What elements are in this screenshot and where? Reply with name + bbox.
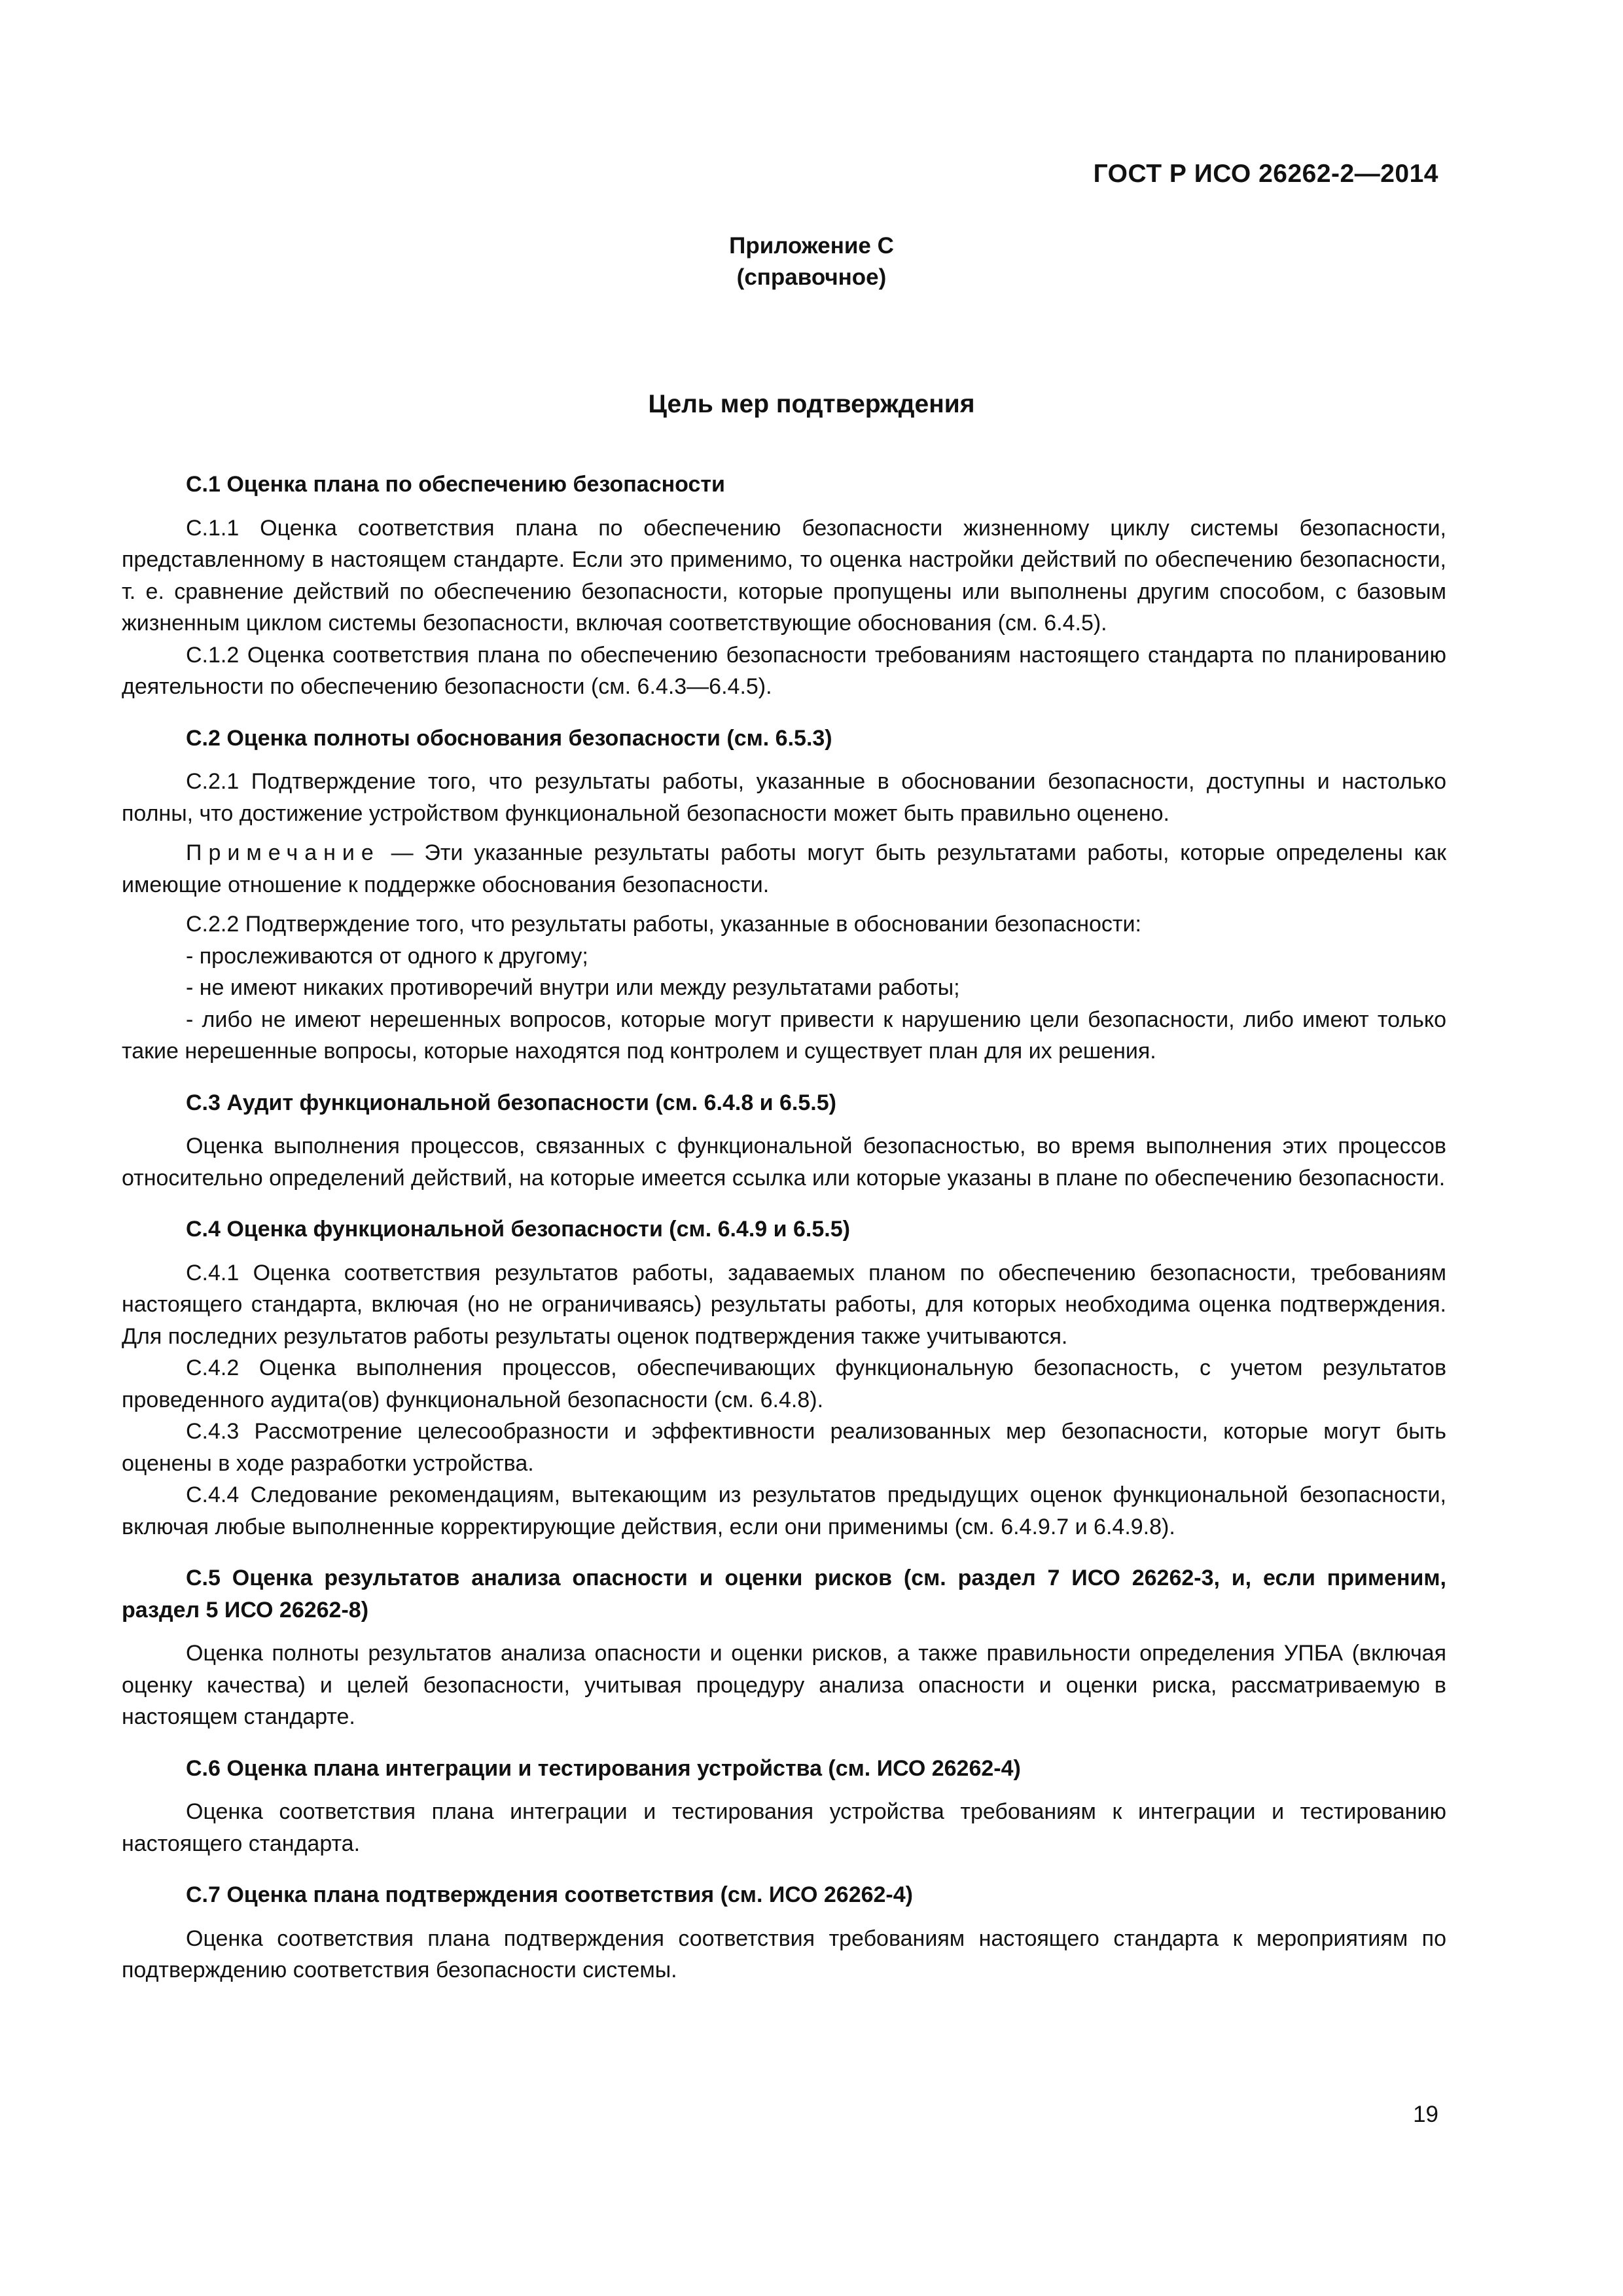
list-item: - либо не имеют нерешенных вопросов, которые могут привести к нарушению цели безопасности, либо имеют только такие нерешенные вопросы, которые находятся под контролем и существует план для их решения. bbox=[122, 1007, 1446, 1064]
paragraph-c2-2: С.2.2 Подтверждение того, что результаты работы, указанные в обосновании безопасности: bbox=[186, 912, 1141, 937]
note-text: — Эти указанные результаты работы могут быть результатами работы, которые определены как имеющие отношение к поддержке обоснования безопасности. bbox=[122, 840, 1446, 897]
note bbox=[122, 837, 1446, 901]
section-heading-c7: С.7 Оценка плана подтверждения соответствия (см. ИСО 26262-4) bbox=[186, 1882, 913, 1907]
paragraph-c3-1: Оценка выполнения процессов, связанных с функциональной безопасностью, во время выполнения этих процессов относительно определений действий, на которые имеется ссылка или которые указаны в плане по обеспечению безопасности. bbox=[122, 1134, 1446, 1191]
paragraph-c2-1: С.2.1 Подтверждение того, что результаты работы, указанные в обосновании безопасности, доступны и настолько полны, что достижение устройством функциональной безопасности может быть правильно оценено. bbox=[122, 769, 1446, 826]
paragraph-c7-1: Оценка соответствия плана подтверждения соответствия требованиям настоящего стандарта к мероприятиям по подтверждению соответствия безопасности системы. bbox=[122, 1926, 1446, 1982]
list-item: - не имеют никаких противоречий внутри или между результатами работы; bbox=[186, 975, 960, 1000]
paragraph-c1-1: С.1.1 Оценка соответствия плана по обеспечению безопасности жизненному циклу системы безопасности, представленному в настоящем стандарте. Если это применимо, то оценка настройки действий по обеспечению безопасности, т. е. сравнение действий по обеспечению безопасности, которые пропущены или выполнены другим способом, с базовым жизненным циклом системы безопасности, включая соответствующие обоснования (см. 6.4.5). bbox=[122, 515, 1446, 636]
note-label: Примечание bbox=[186, 840, 380, 865]
section-heading-c4: С.4 Оценка функциональной безопасности (см. 6.4.9 и 6.5.5) bbox=[186, 1217, 850, 1242]
section-heading-c6: С.6 Оценка плана интеграции и тестирования устройства (см. ИСО 26262-4) bbox=[186, 1755, 1021, 1781]
document-body bbox=[122, 458, 1446, 1986]
standard-code: ГОСТ Р ИСО 26262-2—2014 bbox=[1093, 160, 1438, 188]
annex-type: (справочное) bbox=[736, 264, 887, 290]
section-heading-c1: С.1 Оценка плана по обеспечению безопасности bbox=[186, 472, 725, 497]
paragraph-c5-1: Оценка полноты результатов анализа опасности и оценки рисков, а также правильности определения УПБА (включая оценку качества) и целей безопасности, учитывая процедуру анализа опасности и оценки риска, рассматриваемую в настоящем стандарте. bbox=[122, 1641, 1446, 1729]
paragraph-c4-1: С.4.1 Оценка соответствия результатов работы, задаваемых планом по обеспечению безопасности, требованиям настоящего стандарта, включая (но не ограничиваясь) результаты работы, для которых необходима оценка подтверждения. Для последних результатов работы результаты оценок подтверждения также учитываются. bbox=[122, 1260, 1446, 1349]
page-number: 19 bbox=[1413, 2102, 1438, 2127]
paragraph-c4-3: С.4.3 Рассмотрение целесообразности и эффективности реализованных мер безопасности, которые могут быть оценены в ходе разработки устройства. bbox=[122, 1419, 1446, 1476]
annex-heading bbox=[0, 230, 1623, 293]
paragraph-c4-2: С.4.2 Оценка выполнения процессов, обеспечивающих функциональную безопасность, с учетом результатов проведенного аудита(ов) функциональной безопасности (см. 6.4.8). bbox=[122, 1355, 1446, 1412]
section-heading-c3: С.3 Аудит функциональной безопасности (см. 6.4.8 и 6.5.5) bbox=[186, 1090, 836, 1115]
list-item: - прослеживаются от одного к другому; bbox=[186, 943, 588, 969]
section-heading-c5: С.5 Оценка результатов анализа опасности и оценки рисков (см. раздел 7 ИСО 26262-3, и, если применим, раздел 5 ИСО 26262-8) bbox=[122, 1566, 1446, 1623]
paragraph-c4-4: С.4.4 Следование рекомендациям, вытекающим из результатов предыдущих оценок функциональной безопасности, включая любые выполненные корректирующие действия, если они применимы (см. 6.4.9.7 и 6.4.9.8). bbox=[122, 1482, 1446, 1539]
annex-title: Приложение С bbox=[729, 233, 894, 259]
paragraph-c6-1: Оценка соответствия плана интеграции и тестирования устройства требованиям к интеграции и тестированию настоящего стандарта. bbox=[122, 1799, 1446, 1856]
document-title: Цель мер подтверждения bbox=[648, 390, 975, 418]
paragraph-c1-2: С.1.2 Оценка соответствия плана по обеспечению безопасности требованиям настоящего стандарта по планированию деятельности по обеспечению безопасности (см. 6.4.3—6.4.5). bbox=[122, 642, 1446, 699]
section-heading-c2: С.2 Оценка полноты обоснования безопасности (см. 6.5.3) bbox=[186, 725, 832, 751]
